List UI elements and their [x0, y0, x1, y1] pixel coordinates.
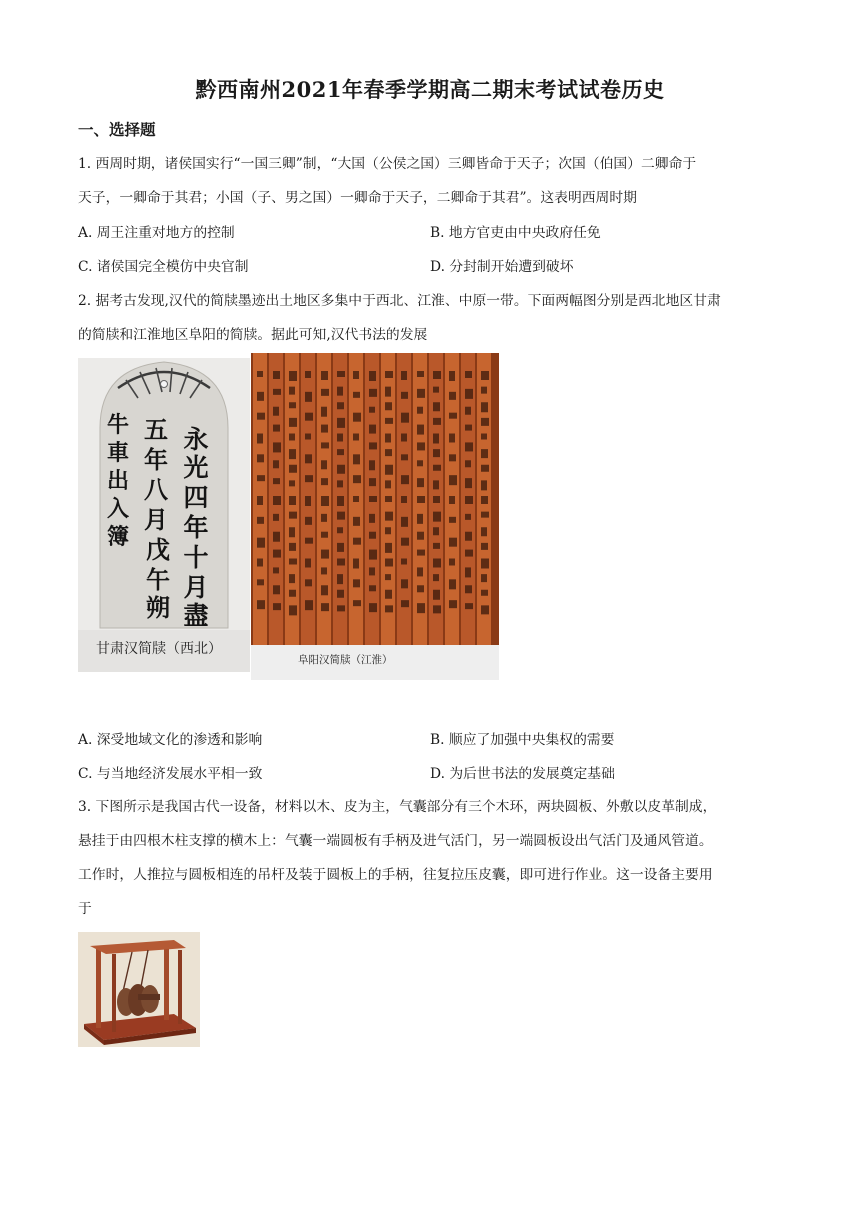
svg-text:四: 四: [183, 483, 209, 512]
ink-glyph: [465, 496, 473, 504]
ink-glyph: [337, 480, 343, 487]
svg-text:戊: 戊: [146, 535, 170, 564]
ink-glyph: [257, 371, 263, 377]
ink-glyph: [401, 517, 408, 527]
ink-glyph: [337, 605, 345, 611]
ink-glyph: [273, 407, 279, 416]
ink-glyph: [257, 600, 265, 609]
ink-glyph: [337, 512, 345, 520]
ink-glyph: [417, 407, 423, 414]
ink-glyph: [257, 517, 264, 524]
ink-glyph: [417, 442, 425, 450]
ink-glyph: [465, 603, 473, 609]
svg-text:永: 永: [183, 425, 209, 454]
ink-glyph: [289, 496, 296, 505]
svg-text:出: 出: [106, 468, 130, 494]
ink-glyph: [465, 389, 473, 399]
ink-glyph: [465, 407, 471, 415]
ink-glyph: [337, 496, 344, 506]
ink-glyph: [289, 402, 296, 408]
ink-glyph: [353, 454, 360, 464]
q2-stem-line-1: 2. 据考古发现,汉代的简牍墨迹出土地区多集中于西北、江淮、中原一带。下面两幅图分别是西北地区甘肃: [78, 293, 721, 309]
ink-glyph: [353, 392, 360, 398]
ink-glyph: [353, 538, 361, 545]
ink-glyph: [337, 371, 345, 377]
ink-glyph: [449, 579, 456, 589]
ink-glyph: [305, 454, 312, 463]
ink-glyph: [449, 517, 456, 523]
ink-glyph: [321, 478, 328, 485]
ink-glyph: [417, 550, 425, 556]
ink-glyph: [433, 434, 439, 444]
ink-glyph: [289, 371, 297, 381]
ink-glyph: [449, 559, 455, 566]
ink-glyph: [337, 543, 344, 552]
ink-glyph: [353, 496, 359, 502]
ink-glyph: [321, 460, 327, 469]
ink-glyph: [433, 449, 440, 457]
svg-text:午: 午: [146, 565, 170, 594]
ink-glyph: [369, 407, 375, 413]
ink-glyph: [433, 387, 439, 393]
ink-glyph: [385, 496, 392, 502]
ink-glyph: [273, 585, 280, 594]
ink-glyph: [337, 574, 343, 584]
ink-glyph: [481, 465, 489, 472]
ink-glyph: [337, 590, 344, 598]
ink-glyph: [273, 603, 281, 610]
ink-glyph: [385, 449, 392, 456]
ink-glyph: [289, 418, 297, 427]
svg-text:簿: 簿: [106, 524, 130, 550]
ink-glyph: [433, 512, 441, 522]
ink-glyph: [369, 371, 376, 381]
ink-glyph: [321, 496, 329, 506]
ink-glyph: [273, 514, 279, 521]
ink-glyph: [385, 559, 393, 567]
ink-glyph: [369, 425, 376, 434]
ink-glyph: [465, 460, 471, 467]
ink-glyph: [257, 538, 265, 548]
ink-glyph: [273, 550, 281, 558]
ink-glyph: [449, 600, 457, 608]
ink-glyph: [305, 496, 311, 506]
ink-glyph: [401, 475, 409, 484]
ink-glyph: [321, 603, 329, 611]
ink-glyph: [385, 434, 391, 443]
svg-text:五: 五: [144, 415, 168, 444]
ink-glyph: [417, 585, 424, 592]
q1-option-b[interactable]: B. 地方官吏由中央政府任免: [430, 225, 601, 241]
bellows-device-drawing: [78, 932, 200, 1047]
ink-glyph: [465, 585, 472, 593]
ink-glyph: [433, 465, 441, 471]
ink-glyph: [337, 527, 343, 533]
ink-glyph: [401, 392, 408, 399]
ink-glyph: [289, 480, 295, 486]
ink-glyph: [481, 387, 487, 394]
ink-glyph: [417, 496, 425, 503]
ink-glyph: [385, 418, 393, 424]
ink-glyph: [353, 579, 360, 587]
ink-glyph: [257, 496, 263, 505]
ink-glyph: [433, 559, 441, 568]
ink-glyph: [321, 585, 328, 595]
svg-text:八: 八: [144, 475, 168, 504]
ink-glyph: [433, 605, 441, 613]
q2-option-c[interactable]: C. 与当地经济发展水平相一致: [78, 766, 263, 782]
ink-glyph: [273, 371, 280, 379]
ink-glyph: [417, 567, 423, 576]
ink-glyph: [433, 418, 441, 425]
ink-glyph: [433, 496, 440, 503]
ink-glyph: [369, 550, 377, 560]
q1-stem-line-1: 1. 西周时期，诸侯国实行“一国三卿”制，“大国（公侯之国）三卿皆命于天子；次国（伯国）二卿命于: [78, 156, 697, 172]
ink-glyph: [321, 442, 329, 448]
ink-glyph: [385, 465, 393, 475]
ink-glyph: [465, 442, 473, 451]
ink-glyph: [369, 514, 375, 523]
ink-glyph: [401, 559, 407, 565]
ink-glyph: [433, 590, 440, 600]
ink-glyph: [481, 418, 489, 426]
ink-glyph: [289, 605, 297, 615]
svg-text:月: 月: [144, 505, 168, 534]
ink-glyph: [417, 460, 423, 466]
q1-option-a[interactable]: A. 周王注重对地方的控制: [78, 225, 235, 241]
gansu-bamboo-slip-image: [78, 358, 250, 672]
ink-glyph: [481, 449, 488, 458]
svg-text:牛: 牛: [106, 412, 130, 438]
ink-glyph: [385, 402, 392, 410]
ink-glyph: [449, 392, 456, 400]
ink-glyph: [417, 603, 425, 613]
ink-glyph: [481, 605, 489, 614]
ink-glyph: [257, 392, 264, 401]
ink-glyph: [449, 371, 455, 381]
ink-glyph: [369, 496, 377, 502]
q2-option-b[interactable]: B. 顺应了加强中央集权的需要: [430, 732, 615, 748]
ink-glyph: [385, 543, 392, 553]
ink-glyph: [433, 402, 440, 411]
ink-glyph: [337, 402, 344, 409]
ink-glyph: [481, 512, 489, 518]
ink-glyph: [465, 478, 472, 488]
ink-glyph: [289, 574, 295, 583]
ink-glyph: [337, 418, 345, 428]
ink-glyph: [385, 480, 391, 488]
ink-glyph: [417, 532, 424, 540]
ink-glyph: [353, 413, 361, 422]
ink-glyph: [401, 600, 409, 607]
ink-glyph: [289, 543, 296, 551]
ink-glyph: [369, 389, 377, 397]
ink-glyph: [465, 550, 473, 557]
ink-glyph: [273, 460, 279, 468]
ink-glyph: [337, 465, 345, 474]
svg-text:車: 車: [106, 440, 130, 466]
ink-glyph: [353, 559, 359, 569]
ink-glyph: [401, 538, 409, 546]
ink-glyph: [481, 559, 489, 569]
ink-glyph: [465, 425, 472, 431]
ink-glyph: [321, 371, 328, 380]
ink-glyph: [273, 532, 280, 542]
page-title: 黔西南州2021年春季学期高二期末考试试卷历史: [195, 77, 665, 102]
ink-glyph: [257, 475, 265, 481]
ink-glyph: [449, 413, 457, 419]
ink-glyph: [481, 496, 488, 504]
q2-option-d[interactable]: D. 为后世书法的发展奠定基础: [430, 766, 615, 782]
ink-glyph: [369, 585, 376, 591]
ink-glyph: [305, 434, 311, 440]
ink-glyph: [433, 574, 439, 581]
ink-glyph: [321, 425, 328, 433]
ink-glyph: [465, 567, 471, 577]
ink-glyph: [305, 371, 311, 378]
ink-glyph: [337, 434, 343, 442]
ink-glyph: [369, 460, 375, 470]
ink-glyph: [465, 371, 472, 378]
ink-glyph: [305, 517, 312, 525]
ink-glyph: [289, 527, 295, 537]
q1-stem-line-2: 天子，一卿命于其君；小国（子、男之国）一卿命于天子，二卿命于其君”。这表明西周时期: [78, 190, 637, 206]
ink-glyph: [257, 579, 264, 585]
ink-glyph: [257, 559, 263, 567]
ink-glyph: [353, 371, 359, 379]
ink-glyph: [401, 371, 407, 380]
ink-glyph: [385, 527, 391, 534]
ink-glyph: [369, 442, 377, 449]
ink-glyph: [481, 434, 487, 440]
ink-glyph: [449, 454, 456, 461]
q3-stem-line-2: 悬挂于由四根木柱支撑的横木上：气囊一端圆板有手柄及进气活门，另一端圆板设出气活门及通风管道。: [78, 833, 713, 849]
ink-glyph: [385, 387, 391, 397]
ink-glyph: [353, 600, 361, 606]
ink-glyph: [321, 567, 327, 574]
ink-glyph: [481, 590, 488, 596]
ink-glyph: [417, 389, 425, 398]
ink-glyph: [433, 543, 440, 549]
ink-glyph: [481, 371, 489, 380]
q3-stem-line-4: 于: [78, 901, 92, 917]
ink-glyph: [465, 514, 471, 520]
ink-glyph: [273, 496, 281, 505]
ink-glyph: [289, 559, 297, 565]
svg-text:入: 入: [106, 496, 130, 522]
section-heading: 一、选择题: [78, 120, 156, 139]
q1-option-c[interactable]: C. 诸侯国完全模仿中央官制: [78, 259, 249, 275]
ink-glyph: [337, 559, 345, 566]
ink-glyph: [305, 579, 312, 586]
svg-text:盡: 盡: [183, 601, 209, 630]
ink-glyph: [305, 392, 312, 402]
ink-glyph: [401, 434, 407, 442]
ink-glyph: [449, 538, 457, 547]
ink-glyph: [369, 532, 376, 539]
q2-option-a[interactable]: A. 深受地域文化的渗透和影响: [78, 732, 263, 748]
bellows-device-image: [78, 932, 200, 1047]
ink-glyph: [401, 454, 408, 460]
ink-glyph: [273, 478, 280, 484]
fuyang-slips-caption: 阜阳汉简牍（江淮）: [298, 654, 393, 666]
ink-glyph: [273, 567, 279, 573]
ink-glyph: [481, 402, 488, 412]
ink-glyph: [337, 449, 344, 455]
ink-glyph: [369, 567, 375, 575]
ink-glyph: [481, 543, 488, 550]
ink-glyph: [353, 475, 361, 483]
q3-stem-line-3: 工作时，人推拉与圆板相连的吊杆及装于圆板上的手柄，往复拉压皮囊，即可进行作业。这一设备主要用: [78, 867, 713, 883]
ink-glyph: [401, 579, 408, 588]
ink-glyph: [321, 550, 329, 559]
ink-glyph: [305, 475, 313, 482]
ink-glyph: [385, 371, 393, 378]
ink-glyph: [305, 559, 311, 568]
ink-glyph: [401, 413, 409, 423]
ink-glyph: [337, 387, 343, 396]
ink-glyph: [321, 407, 327, 417]
q3-stem-line-1: 3. 下图所示是我国古代一设备，材料以木、皮为主，气囊部分有三个木环，两块圆板、外敷以皮革制成，: [78, 799, 717, 815]
ink-glyph: [257, 454, 264, 462]
ink-glyph: [353, 517, 360, 526]
q2-stem-line-2: 的简牍和江淮地区阜阳的简牍。据此可知,汉代书法的发展: [78, 327, 428, 343]
ink-glyph: [369, 603, 377, 612]
svg-text:月: 月: [183, 573, 209, 602]
gansu-slip-drawing: [78, 358, 250, 672]
ink-glyph: [321, 532, 328, 538]
ink-glyph: [417, 478, 424, 487]
svg-text:十: 十: [183, 543, 209, 572]
ink-glyph: [273, 442, 281, 452]
ink-glyph: [321, 389, 329, 396]
svg-text:年: 年: [144, 445, 168, 474]
ink-glyph: [289, 387, 295, 395]
ink-glyph: [401, 496, 407, 503]
ink-glyph: [481, 480, 487, 490]
ink-glyph: [305, 413, 313, 421]
ink-glyph: [385, 590, 392, 599]
ink-glyph: [417, 514, 423, 524]
svg-text:年: 年: [183, 513, 209, 542]
ink-glyph: [289, 434, 295, 441]
ink-glyph: [417, 425, 424, 435]
svg-text:朔: 朔: [146, 593, 170, 622]
ink-glyph: [433, 480, 439, 489]
ink-glyph: [465, 532, 472, 541]
ink-glyph: [321, 514, 327, 522]
ink-glyph: [481, 574, 487, 582]
svg-text:光: 光: [183, 453, 209, 482]
ink-glyph: [433, 527, 439, 535]
ink-glyph: [273, 389, 281, 395]
ink-glyph: [257, 434, 263, 444]
fuyang-slips-drawing: [251, 353, 499, 680]
ink-glyph: [449, 496, 455, 504]
ink-glyph: [481, 527, 487, 536]
ink-glyph: [273, 425, 280, 432]
gansu-slip-caption: 甘肃汉简牍（西北）: [96, 641, 222, 657]
ink-glyph: [289, 465, 297, 473]
ink-glyph: [385, 605, 393, 612]
q1-option-d[interactable]: D. 分封制开始遭到破坏: [430, 259, 574, 275]
fuyang-bamboo-slips-image: [251, 353, 499, 680]
ink-glyph: [305, 538, 313, 544]
ink-glyph: [369, 478, 376, 486]
ink-glyph: [289, 449, 296, 459]
ink-glyph: [433, 371, 441, 379]
ink-glyph: [449, 475, 457, 485]
ink-glyph: [289, 590, 296, 597]
ink-glyph: [257, 413, 265, 420]
ink-glyph: [449, 434, 455, 443]
ink-glyph: [417, 371, 424, 377]
ink-glyph: [305, 600, 313, 610]
ink-glyph: [385, 512, 393, 521]
ink-glyph: [385, 574, 391, 580]
ink-glyph: [353, 434, 359, 441]
ink-glyph: [289, 512, 297, 519]
